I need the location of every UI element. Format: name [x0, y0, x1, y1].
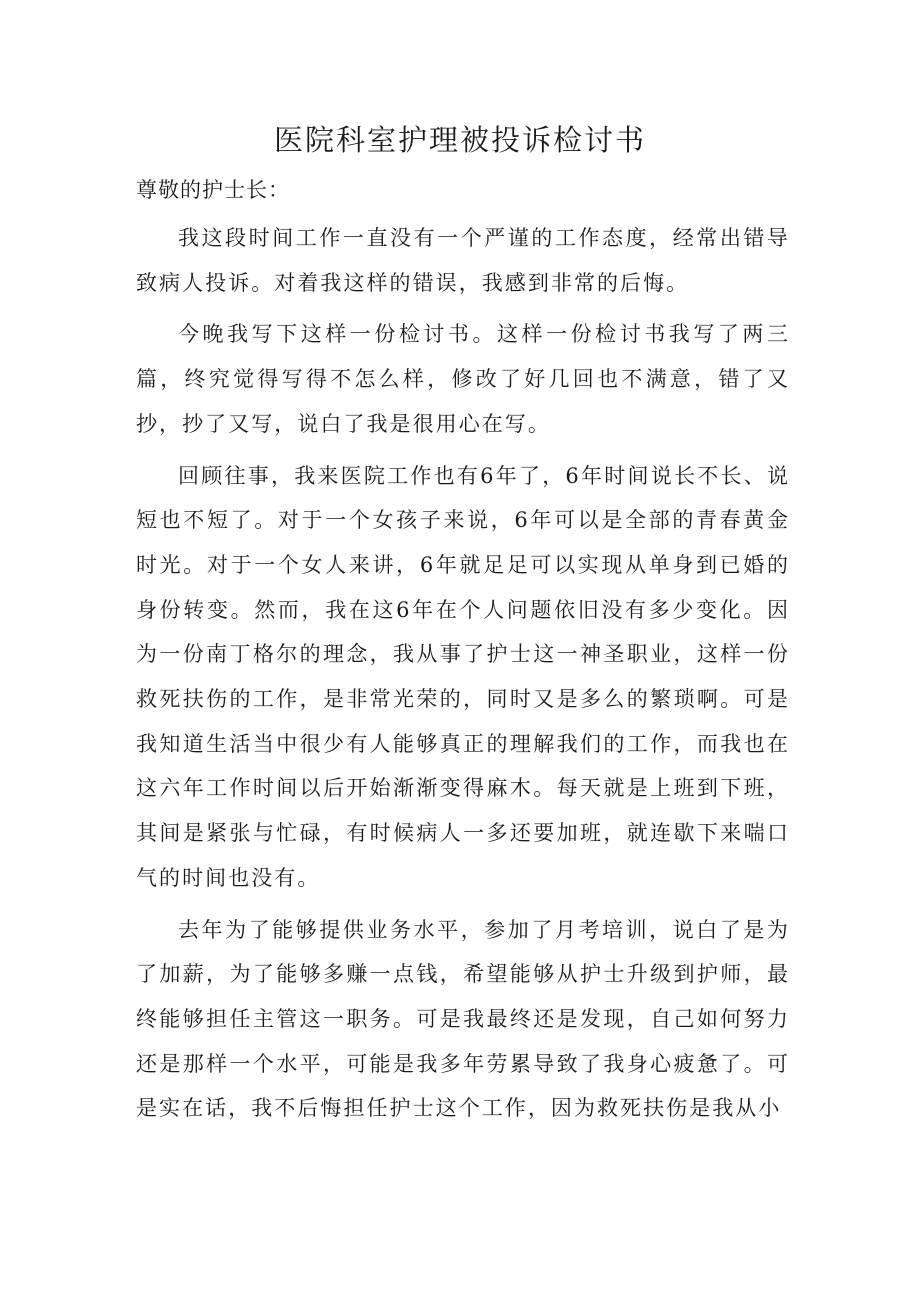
document-title: 医院科室护理被投诉检讨书 — [273, 123, 646, 157]
paragraph-2: 今晚我写下这样一份检讨书。这样一份检讨书我写了两三篇，终究觉得写得不怎么样，修改了好几回也不满意，错了又抄，抄了又写，说白了我是很用心在写。 — [136, 322, 790, 436]
paragraph-3: 回顾往事，我来医院工作也有6年了，6年时间说长不长、说短也不短了。对于一个女孩子来说，6年可以是全部的青春黄金时光。对于一个女人来讲，6年就足足可以实现从单身到已婚的身份转变。然而，我在这6年在个人问题依旧没有多少变化。因为一份南丁格尔的理念，我从事了护士这一神圣职业，这样一份救死扶伤的工作，是非常光荣的，同时又是多么的繁琐啊。可是我知道生活当中很少有人能够真正的理解我们的工作，而我也在这六年工作时间以后开始渐渐变得麻木。每天就是上班到下班，其间是紧张与忙碌，有时候病人一多还要加班，就连歇下来喘口气的时间也没有。 — [136, 463, 790, 890]
document-body — [136, 168, 790, 1131]
greeting: 尊敬的护士长： — [136, 178, 290, 202]
paragraph-4: 去年为了能够提供业务水平，参加了月考培训，说白了是为了加薪，为了能够多赚一点钱，希望能够从护士升级到护师，最终能够担任主管这一职务。可是我最终还是发现，自己如何努力还是那样一个水平，可能是我多年劳累导致了我身心疲惫了。可是实在话，我不后悔担任护士这个工作，因为救死扶伤是我从小 — [136, 917, 790, 1121]
paragraph-1: 我这段时间工作一直没有一个严谨的工作态度，经常出错导致病人投诉。对着我这样的错误，我感到非常的后悔。 — [136, 226, 790, 295]
